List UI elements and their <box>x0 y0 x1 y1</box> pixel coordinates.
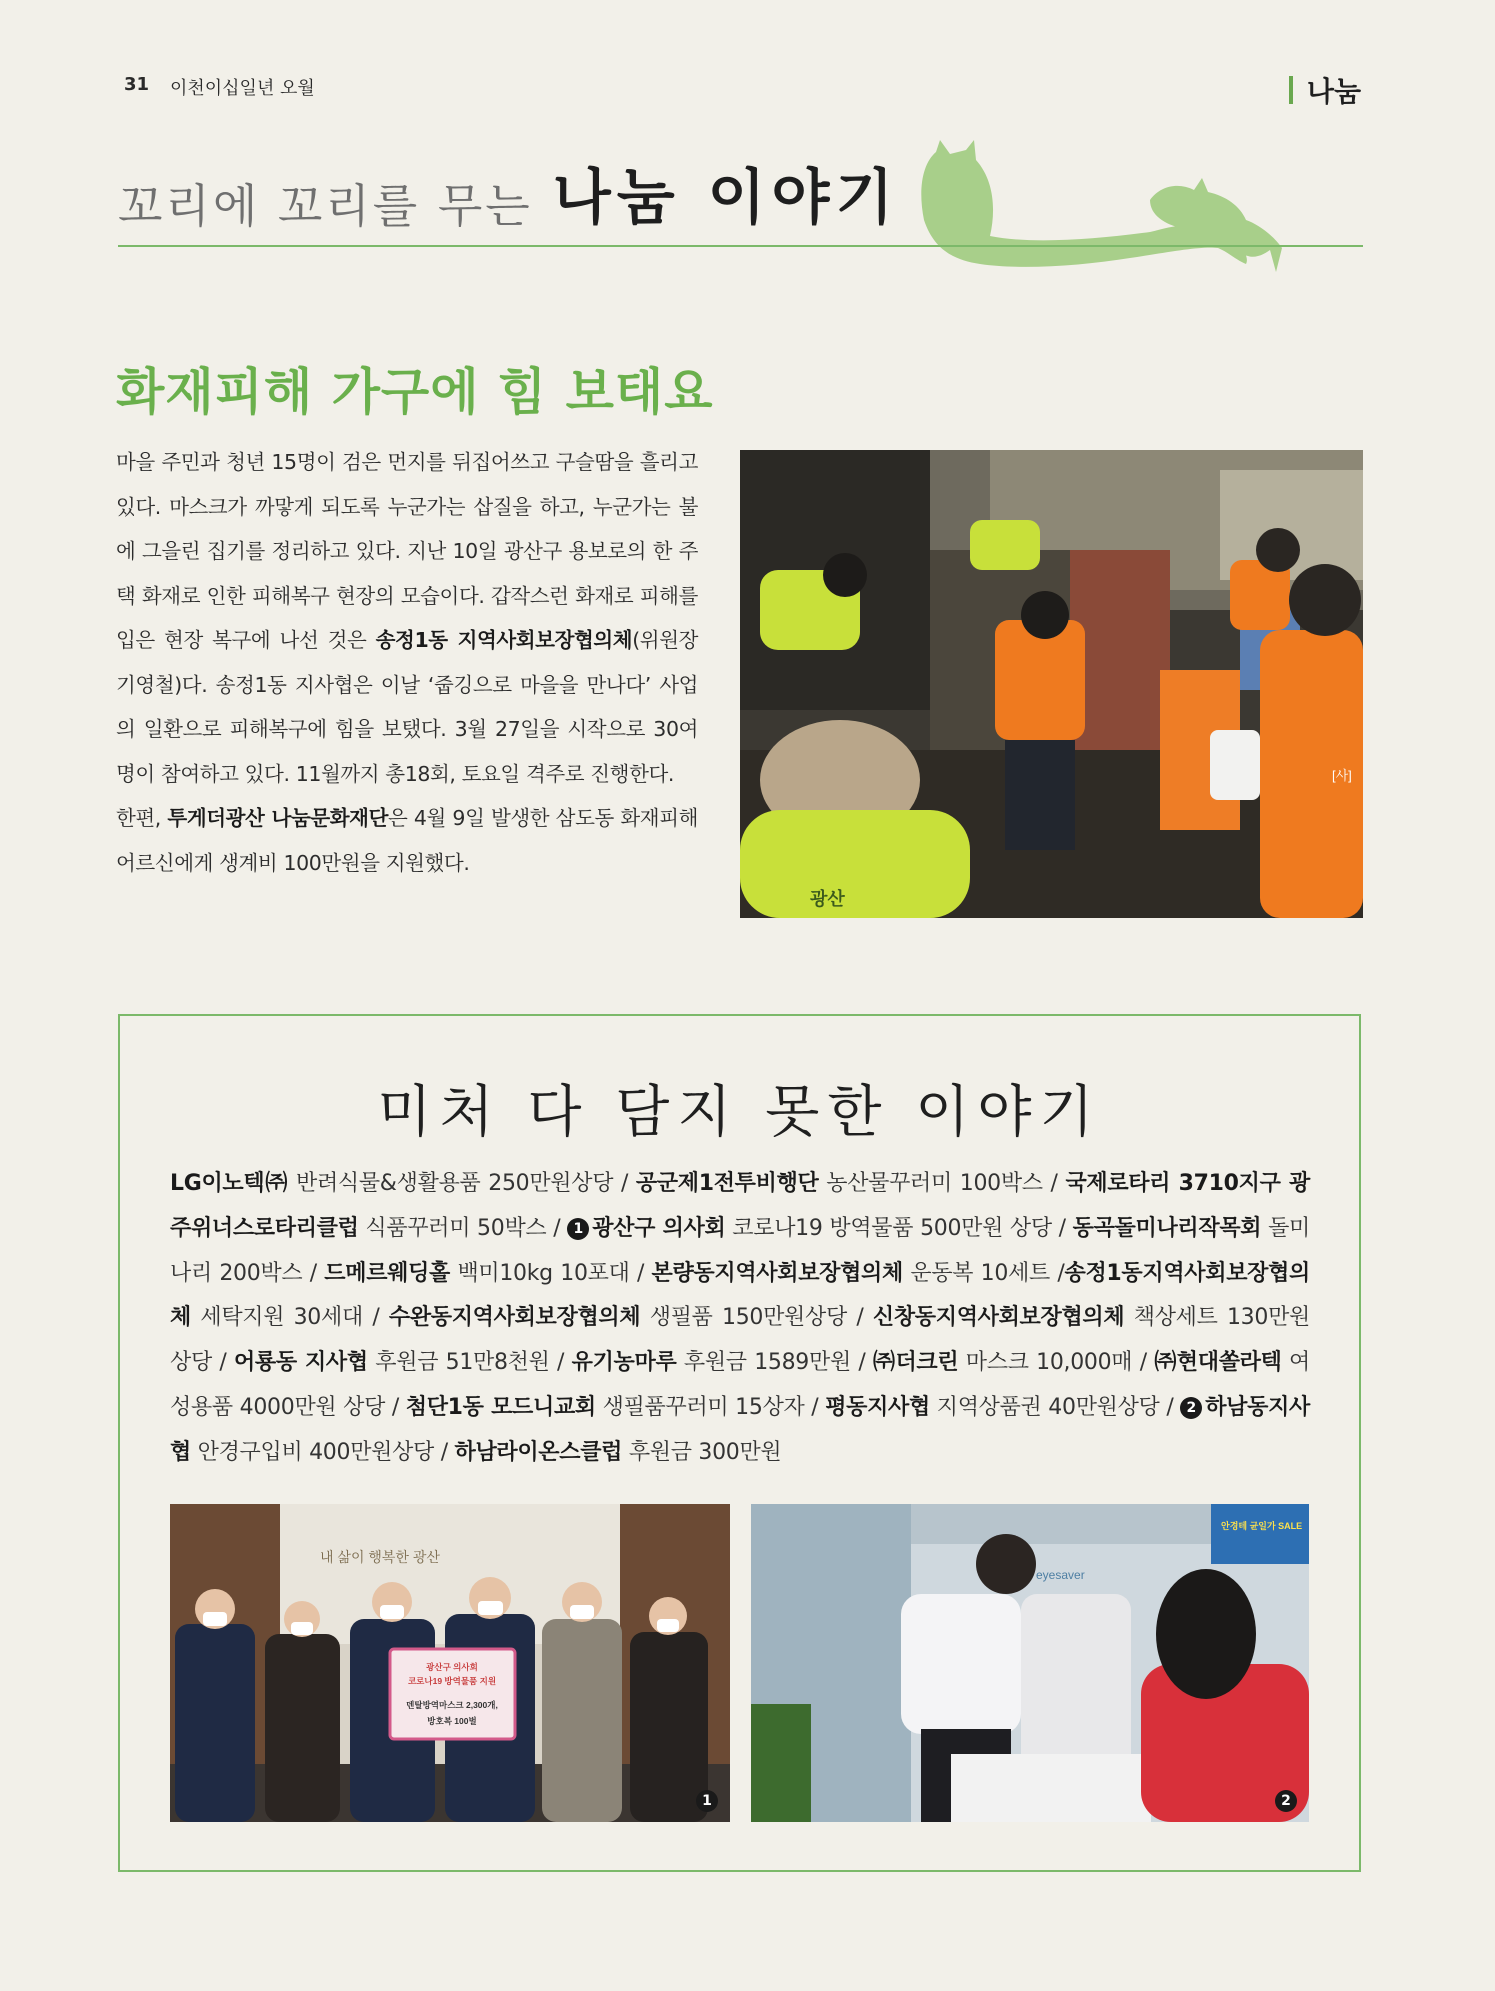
article-p2-org: 투게더광산 나눔문화재단 <box>167 806 388 830</box>
list-item: 국제로타리 3710지구 광주위너스로타리클럽 식품꾸러미 50박스 / <box>170 1171 1310 1241</box>
article-headline: 화재피해 가구에 힘 보태요 <box>116 363 714 421</box>
publication-title: 이천이십일년 오월 <box>170 78 315 99</box>
sign-line-2: 코로나19 방역물품 지원 <box>407 1676 497 1686</box>
fire-recovery-photo <box>740 450 1363 918</box>
sign-line-3: 덴탈방역마스크 2,300개, <box>406 1700 498 1710</box>
cat-illustration <box>910 140 1290 280</box>
banner-rule <box>118 245 1363 247</box>
list-item: 수완동지역사회보장협의체 생필품 150만원상당 / <box>388 1305 873 1331</box>
photo-number-badge: 2 <box>1275 1790 1297 1812</box>
list-item: 드메르웨딩홀 백미10kg 10포대 / <box>324 1260 652 1286</box>
banner-light-text: 꼬리에 꼬리를 무는 <box>118 179 533 233</box>
list-item: ㈜더크린 마스크 10,000매 / <box>872 1350 1155 1376</box>
list-item: 1 광산구 의사회 코로나19 방역물품 500만원 상당 / <box>567 1216 1072 1241</box>
sign-line-4: 방호복 100벌 <box>427 1716 477 1726</box>
page-number: 31 <box>124 74 150 95</box>
vest-text: 광산 <box>810 889 845 909</box>
list-item: 송정1동지역사회보장협의체 세탁지원 30세대 / <box>170 1260 1310 1331</box>
number-badge: 1 <box>567 1218 589 1240</box>
box-title: 미처 다 담지 못한 이야기 <box>377 1080 1102 1145</box>
eye-exam-photo <box>751 1504 1309 1822</box>
list-item: 공군제1전투비행단 농산물꾸러미 100박스 / <box>635 1171 1066 1196</box>
list-item: 유기농마루 후원금 1589만원 / <box>571 1350 873 1376</box>
photo-number-badge: 1 <box>696 1790 718 1812</box>
list-item: 첨단1동 모드니교회 생필품꾸러미 15상자 / <box>405 1394 826 1420</box>
list-item: LG이노텍㈜ 반려식물&생활용품 250만원상당 / <box>170 1171 636 1196</box>
banner-bold-text: 나눔 이야기 <box>552 163 900 233</box>
list-item: 2 하남동지사협 안경구입비 400만원상당 / <box>170 1394 1310 1465</box>
section-label <box>1289 70 1361 110</box>
section-name: 나눔 <box>1306 75 1361 108</box>
article-p2-rest: 은 4월 9일 발생한 삼도동 화재피해 어르신에게 생계비 100만원을 지원했다. <box>116 806 698 875</box>
article-body <box>116 440 698 885</box>
sign-line-1: 광산구 의사회 <box>426 1662 478 1672</box>
store-logo: eyesaver <box>1036 1568 1085 1582</box>
article-p2-lead: 한편, <box>116 806 168 830</box>
list-item: 신창동지역사회보장협의체 책상세트 130만원 상당 / <box>170 1305 1310 1376</box>
donation-list <box>170 1162 1310 1476</box>
donation-ceremony-photo <box>170 1504 730 1822</box>
article-p1: 마을 주민과 청년 15명이 검은 먼지를 뒤집어쓰고 구슬땀을 흘리고 있다. 마스크가 까맣게 되도록 누군가는 삽질을 하고, 누군가는 불에 그을린 집기를 정리하고 있다. 지난 10일 광산구 용보로의 한 주택 화재로 인한 피해복구 현장의 모습이다. 갑작스런 화재로 피해를 입은 현장 복구에 나선 것은 <box>116 450 698 652</box>
list-item: 평동지사협 지역상품권 40만원상당 / <box>825 1394 1181 1420</box>
sale-banner-text: 안경테 균일가 SALE <box>1221 1521 1303 1531</box>
list-item: 동곡돌미나리작목회 돌미나리 200박스 / <box>170 1215 1310 1286</box>
vest-org-text: [사] <box>1332 768 1352 783</box>
list-item: ㈜현대쏠라텍 여성용품 4000만원 상당 / <box>170 1350 1310 1420</box>
section-bar <box>1289 76 1293 104</box>
number-badge: 2 <box>1180 1397 1202 1419</box>
list-item: 하남라이온스클럽 후원금 300만원 <box>454 1439 782 1465</box>
series-banner <box>118 150 899 236</box>
article-p1-rest: (위원장 기영철)다. 송정1동 지사협은 이날 ‘줍깅으로 마을을 만나다’ 사업의 일환으로 피해복구에 힘을 보탰다. 3월 27일을 시작으로 30여 명이 참여하고 있다. 11월까지 총18회, 토요일 격주로 진행한다. <box>116 628 699 786</box>
article-p1-org: 송정1동 지역사회보장협의체 <box>375 628 633 652</box>
list-item: 어룡동 지사협 후원금 51만8천원 / <box>233 1350 572 1376</box>
list-item: 본량동지역사회보장협의체 운동복 10세트 / <box>651 1260 1065 1286</box>
wall-logo-text: 내 삶이 행복한 광산 <box>320 1549 440 1565</box>
